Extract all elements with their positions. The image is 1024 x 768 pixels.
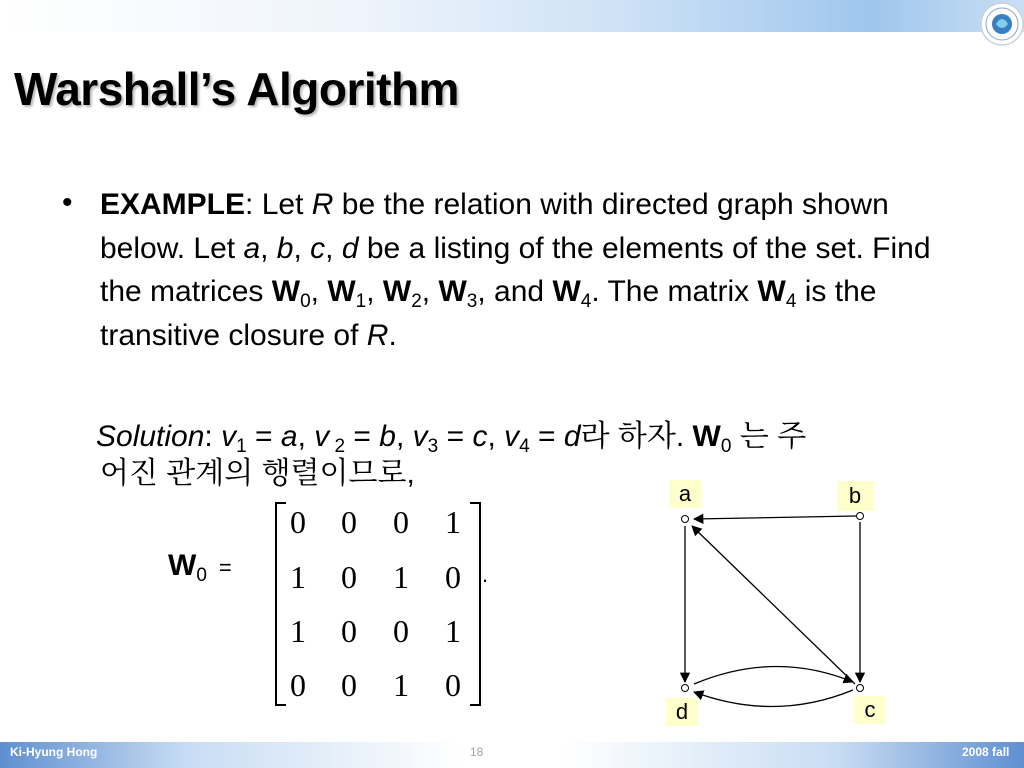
w0-matrix <box>272 500 484 708</box>
node-d-point <box>682 685 689 692</box>
node-c-label: c <box>854 696 886 724</box>
node-b-point <box>857 513 864 520</box>
directed-graph <box>650 460 900 735</box>
node-a-label: a <box>669 480 701 508</box>
matrix-cell: 0 <box>393 504 409 540</box>
matrix-cell: 0 <box>341 504 357 540</box>
node-b-label: b <box>837 481 873 511</box>
university-logo-icon <box>976 2 1024 48</box>
node-c-point <box>857 685 864 692</box>
matrix-cell: 0 <box>290 504 306 540</box>
bottom-gradient-bar <box>0 742 1024 768</box>
matrix-cell: 1 <box>445 613 461 649</box>
example-paragraph: EXAMPLE: Let R be the relation with directed graph shown below. Let a, b, c, d be a listing of the elements of the set. Find the matrices $W_0$, $W_1$, $W_2$, $W_3$, and $W_4$. The matrix $W_4$ is the transitive closure of R. <box>100 188 931 352</box>
edge-c-d <box>694 690 853 707</box>
footer-page-number: 18 <box>470 745 484 759</box>
solution-line-1: Solution: $v_1 = a$, v $_2$ = b, $v_3 = c$, $v_4 = d$라 하자. $W_0$ 는 주 <box>96 420 807 457</box>
bullet-marker: • <box>62 186 73 219</box>
matrix-cell: 1 <box>290 559 306 595</box>
matrix-cell: 0 <box>445 667 461 703</box>
edge-b-a <box>694 516 856 519</box>
matrix-cell: 1 <box>290 613 306 649</box>
matrix-cell: 0 <box>393 613 409 649</box>
matrix-cell: 1 <box>393 559 409 595</box>
matrix-cell: 1 <box>445 504 461 540</box>
w0-label: $W_0$ = <box>168 549 232 586</box>
matrix-cell: 0 <box>341 613 357 649</box>
matrix-cell: 1 <box>393 667 409 703</box>
solution-label: Solution <box>96 420 205 453</box>
example-label: EXAMPLE <box>100 188 246 221</box>
matrix-cell: 0 <box>341 559 357 595</box>
solution-line-2: 어진 관계의 행렬이므로, <box>100 457 415 490</box>
matrix-cell: 0 <box>341 667 357 703</box>
edge-c-a <box>692 526 855 684</box>
edge-d-c <box>694 666 853 684</box>
footer-term: 2008 fall <box>962 745 1010 759</box>
matrix-cell: 0 <box>290 667 306 703</box>
matrix-cell: 0 <box>445 559 461 595</box>
node-a-point <box>682 516 689 523</box>
matrix-trailing-period: . <box>482 562 489 587</box>
footer-author: Ki-Hyung Hong <box>10 745 98 759</box>
slide-title: Warshall’s Algorithm <box>14 63 459 115</box>
node-d-label: d <box>666 698 698 726</box>
top-gradient-bar <box>0 0 1024 32</box>
